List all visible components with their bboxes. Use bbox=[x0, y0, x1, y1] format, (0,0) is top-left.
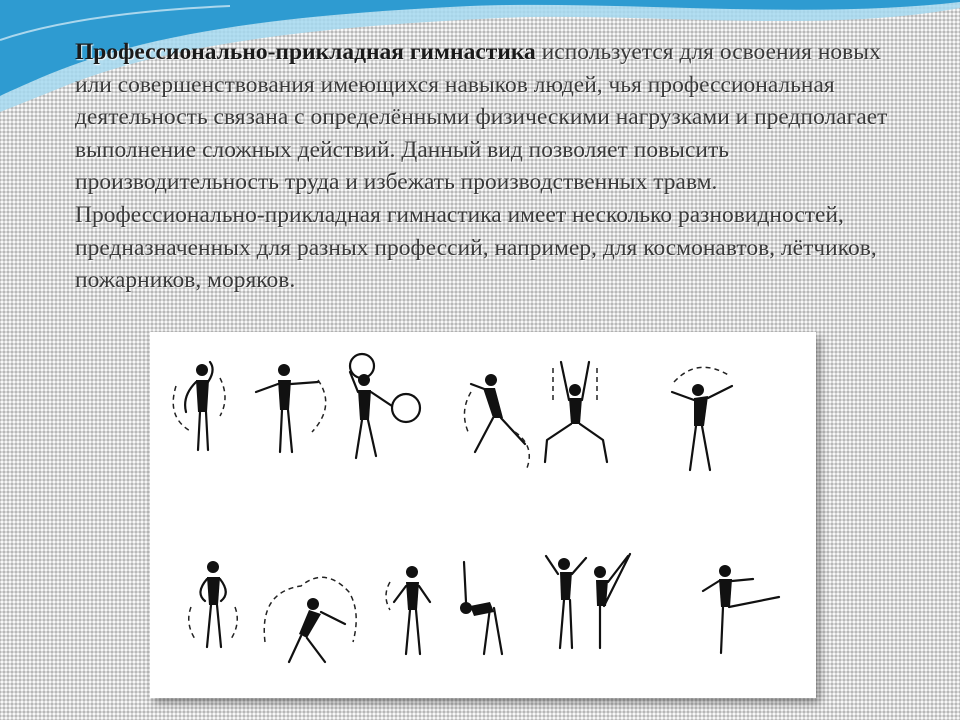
lead-term: Профессионально-прикладная гимнастика bbox=[75, 39, 536, 65]
figure-wide-squat-arms-up bbox=[545, 362, 607, 462]
figure-leg-raise-side bbox=[703, 565, 779, 653]
body-paragraph bbox=[75, 36, 905, 297]
figure-hoop-arms-up bbox=[350, 354, 420, 458]
figure-side-bend-arms-circle bbox=[672, 367, 732, 470]
figure-hands-on-hips bbox=[189, 561, 238, 647]
figure-leg-raise-pair bbox=[546, 554, 630, 648]
figure-deep-side-bend-arc bbox=[264, 577, 356, 662]
body-text: используется для освоения новых или совершенствования имеющихся навыков людей, чья профессиональная деятельность связана с определёнными физическими нагрузками и предполагает выполнение сложных действий. Данный вид позволяет повысить производительность труда и избежать производственных травм. Профессионально-прикладная гимнастика имеет несколько разновидностей, предназначенных для разных профессий, например, для космонавтов, лётчиков, пожарников, моряков. bbox=[75, 39, 888, 294]
figure-forward-bend-arm-up bbox=[460, 562, 502, 654]
figure-leg-swing-lunge bbox=[464, 374, 529, 468]
exercise-illustration bbox=[150, 332, 816, 698]
figure-arm-swing-side bbox=[256, 364, 326, 452]
figure-arms-circle-front bbox=[173, 362, 225, 450]
figure-torso-twist bbox=[386, 566, 430, 654]
